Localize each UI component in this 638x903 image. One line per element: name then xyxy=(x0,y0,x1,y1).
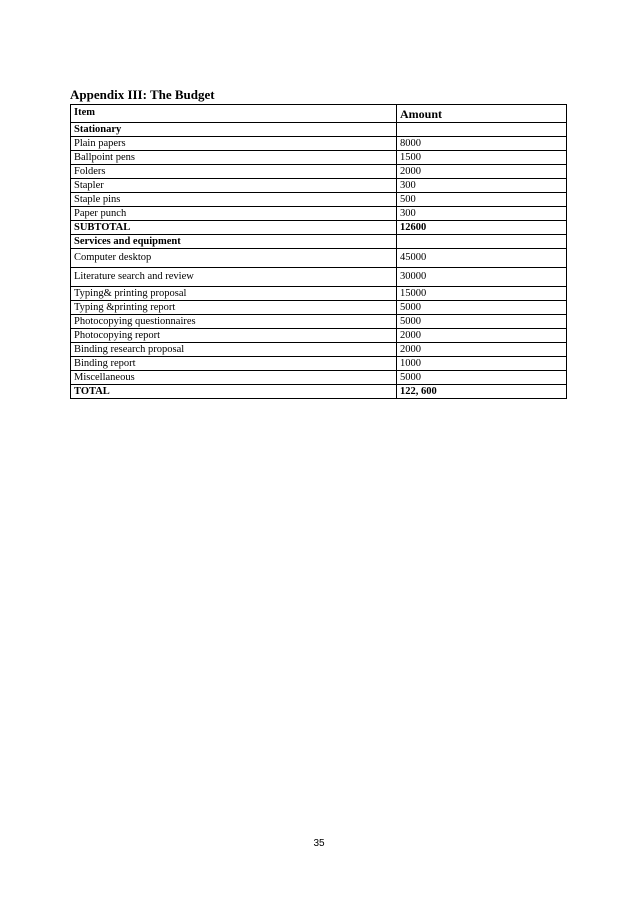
row-amount: 5000 xyxy=(397,301,567,315)
table-row xyxy=(71,137,567,151)
table-row xyxy=(71,165,567,179)
table-row xyxy=(71,343,567,357)
row-amount: 2000 xyxy=(397,329,567,343)
section-amount-empty xyxy=(397,123,567,137)
section-amount-empty xyxy=(397,235,567,249)
section-row-services xyxy=(71,235,567,249)
budget-table xyxy=(70,104,567,399)
row-item: Binding report xyxy=(71,357,397,371)
total-label: TOTAL xyxy=(71,385,397,399)
table-row xyxy=(71,329,567,343)
table-row xyxy=(71,249,567,268)
row-amount: 2000 xyxy=(397,165,567,179)
row-amount: 5000 xyxy=(397,371,567,385)
row-item: Typing& printing proposal xyxy=(71,287,397,301)
subtotal-row xyxy=(71,221,567,235)
row-amount: 15000 xyxy=(397,287,567,301)
row-item: Paper punch xyxy=(71,207,397,221)
row-amount: 500 xyxy=(397,193,567,207)
table-row xyxy=(71,193,567,207)
section-label: Services and equipment xyxy=(71,235,397,249)
table-row xyxy=(71,179,567,193)
row-item: Photocopying report xyxy=(71,329,397,343)
section-row-stationary xyxy=(71,123,567,137)
row-item: Staple pins xyxy=(71,193,397,207)
subtotal-amount: 12600 xyxy=(397,221,567,235)
row-amount: 300 xyxy=(397,207,567,221)
table-row xyxy=(71,315,567,329)
table-row xyxy=(71,287,567,301)
table-header-row xyxy=(71,105,567,123)
row-item: Ballpoint pens xyxy=(71,151,397,165)
row-amount: 8000 xyxy=(397,137,567,151)
table-row xyxy=(71,371,567,385)
header-amount: Amount xyxy=(397,105,567,123)
row-item: Plain papers xyxy=(71,137,397,151)
table-row xyxy=(71,207,567,221)
row-amount: 300 xyxy=(397,179,567,193)
row-amount: 5000 xyxy=(397,315,567,329)
row-item: Stapler xyxy=(71,179,397,193)
section-label: Stationary xyxy=(71,123,397,137)
row-item: Photocopying questionnaires xyxy=(71,315,397,329)
row-item: Folders xyxy=(71,165,397,179)
row-amount: 1000 xyxy=(397,357,567,371)
row-amount: 1500 xyxy=(397,151,567,165)
row-item: Binding research proposal xyxy=(71,343,397,357)
table-row xyxy=(71,301,567,315)
row-item: Literature search and review xyxy=(71,268,397,287)
subtotal-label: SUBTOTAL xyxy=(71,221,397,235)
page-title: Appendix III: The Budget xyxy=(70,87,215,102)
table-row xyxy=(71,151,567,165)
total-amount: 122, 600 xyxy=(397,385,567,399)
header-item: Item xyxy=(71,105,397,123)
page-number: 35 xyxy=(313,838,325,849)
table-row xyxy=(71,357,567,371)
row-item: Miscellaneous xyxy=(71,371,397,385)
row-amount: 45000 xyxy=(397,249,567,268)
row-item: Computer desktop xyxy=(71,249,397,268)
row-item: Typing &printing report xyxy=(71,301,397,315)
table-row xyxy=(71,268,567,287)
total-row xyxy=(71,385,567,399)
row-amount: 2000 xyxy=(397,343,567,357)
row-amount: 30000 xyxy=(397,268,567,287)
